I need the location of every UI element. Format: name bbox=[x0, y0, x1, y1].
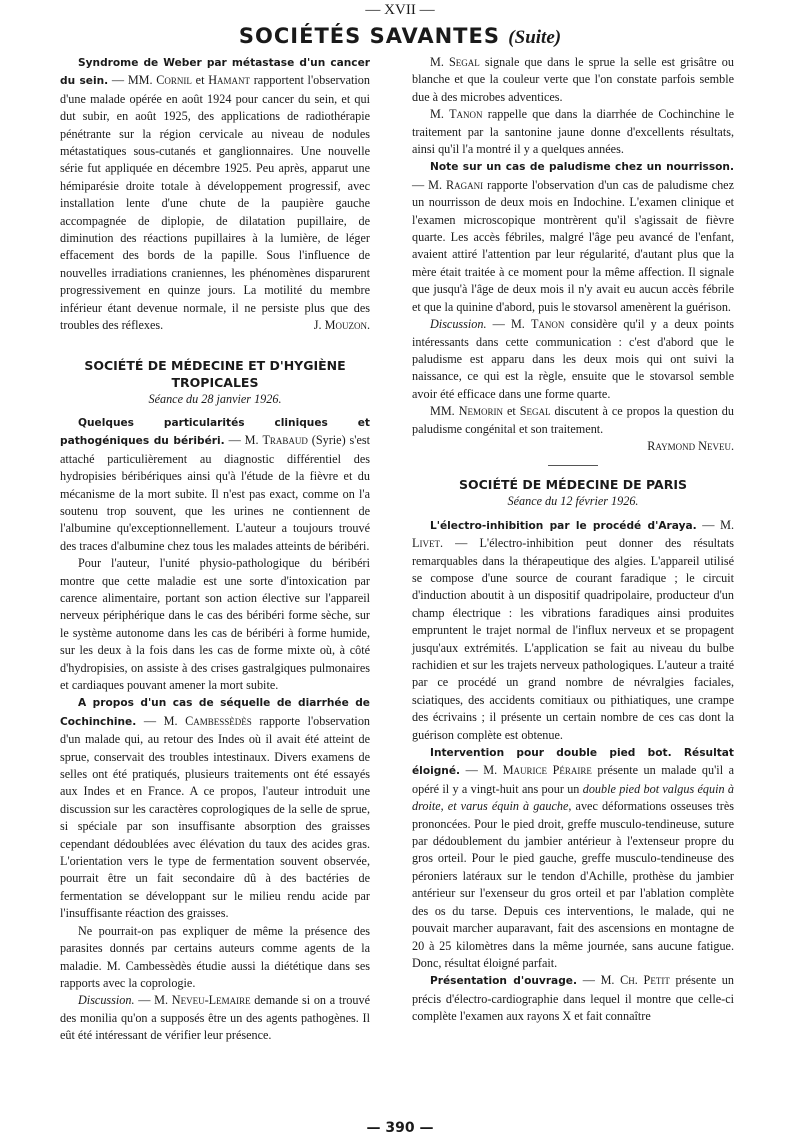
article-pied-bot: Intervention pour double pied bot. Résultat éloigné. — M. Maurice Péraire présente un malade qu'il a opéré il y a vingt-huit ans pour un double pied bot valgus équin à droite, et varus équin à gauche, avec déformations osseuses très prononcées. Pour le pied droit, greffe musculo-tendineuse, suture par dédoublement du jambier antérieur à l'extenseur propre du gros orteil. Pour le pied gauche, greffe musculo-tendineuse des péroniers latéraux sur le tendon d'Achille, prothèse du jambier antérieur sur l'exenseur du gros orteil et par l'ablation complète des os du tarse. Depuis ces interventions, le malade, qui ne pouvait marcher auparavant, fait des ascensions en montagne de 20 à 25 kilomètres dans la même journée, sans aucune fatigue. Donc, résultat éloigné parfait. bbox=[412, 747, 735, 970]
discussion-paragraph: Discussion. — M. Tanon considère qu'il y a deux points intéressants dans cette communication : c'est d'abord que le paludisme est apparu dans les deux mois qui ont suivi la naissance, ce qui est la règle, ensuite que le stovarsol semble avoir été efficace dans une forme quarte. bbox=[412, 317, 734, 401]
discussion-paragraph: Discussion. — M. Neveu-Lemaire demande si on a trouvé des monilia qu'on a supposés être un des agents pathogènes. Il eût été intéressant de vérifier leur présence. bbox=[60, 993, 371, 1043]
paragraph: M. Tanon rappelle que dans la diarrhée de Cochinchine le traitement par la santonine jaune donne d'excellents résultats, ainsi qu'il l'a montré il y a quelques années. bbox=[412, 107, 735, 157]
article-ouvrage: Présentation d'ouvrage. — M. Ch. Petit présente un précis d'électro-cardiographie dans lequel il montre que celle-ci complète l'examen aux rayons X et fait connaître bbox=[412, 973, 734, 1024]
article-title: L'électro-inhibition par le procédé d'Araya. bbox=[430, 519, 697, 532]
page-header bbox=[0, 24, 800, 49]
author-name: Hamant bbox=[208, 73, 251, 88]
article-paludisme: Note sur un cas de paludisme chez un nourrisson. — M. Ragani rapporte l'observation d'un cas de paludisme chez un nourrisson de deux mois en Indochine. L'examen clinique et l'examen microscopique montrèrent qu'il s'agissait de fièvre quarte. Les accès fébriles, malgré l'âge peu avancé de l'enfant, avaient attiré l'attention par leur régularité, d'autant plus que la mère était traitée à ce moment pour la même affection. Il signale que jusqu'à l'âge de deux mois il n'y avait eu aucun accès fébrile et que la quinine d'abord, puis le stovarsol amenèrent la guérison. bbox=[412, 161, 734, 314]
paragraph: Pour l'auteur, l'unité physio-pathologique du béribéri montre que cette maladie est une sorte d'intoxication par carence alimentaire, portant son action élective sur l'appareil nerveux périphérique dans le cas des béribéri forme sèche, sur le système autonome dans les cas de béribéri à forme humide, sur les deux à la fois dans les cas de forme mixte où, à côté d'hydropisies, on assiste à des crises gastralgiques pulmonaires et cardiaques pouvant amener la mort subite. bbox=[60, 556, 370, 692]
author-name: Segal bbox=[519, 404, 551, 419]
paragraph: Ne pourrait-on pas expliquer de même la présence des parasites donnés par certains auteurs comme agents de la maladie. M. Cambessèdès étudie aussi la diététique dans ses rapports avec la coprologie. bbox=[60, 923, 370, 990]
section-divider bbox=[548, 465, 598, 466]
header-title: SOCIÉTÉS SAVANTES bbox=[238, 24, 500, 48]
author-name: Livet bbox=[412, 536, 440, 551]
author-name: Tanon bbox=[530, 317, 565, 332]
right-column bbox=[412, 54, 734, 1026]
roman-page-number: — XVII — bbox=[365, 2, 435, 18]
article-weber: Syndrome de Weber par métastase d'un cancer du sein. — MM. Cornil et Hamant rapportent l'observation d'une malade opérée en août 1924 pour cancer du sein, et qui dut subir, en août 1925, des applications de radiothérapie pénétrante sur la région cervicale au niveau de nodules métastatiques sous-cutanés et ganglionnaires. Une nouvelle série fut appliquée en décembre 1925. Peu après, apparut une hémiparésie droite totale à développement progressif, avec installation lente d'une chute de la paupière gauche accompagnée de diplopie, de dilatation pupillaire, de diminution des réactions pupillaires à la lumière, de léger effacement des bords de la papille. Sous l'influence de nouvelles irradiations craniennes, les phénomènes disparurent progressivement en quinze jours. La motilité du membre inférieur étant devenue normale, il ne persiste plus que des troubles des réflexes. J. Mouzon. bbox=[60, 54, 370, 335]
session-date: Séance du 12 février 1926. bbox=[507, 494, 639, 509]
paragraph: MM. Nemorin et Segal discutent à ce propos la question du paludisme congénital et son traitement. bbox=[412, 404, 734, 436]
article-title: Présentation d'ouvrage. bbox=[430, 975, 577, 988]
author-name: Segal bbox=[449, 55, 480, 69]
author-name: Ragani bbox=[446, 177, 484, 192]
page-number: — 390 — bbox=[366, 1120, 434, 1136]
left-column bbox=[60, 54, 370, 1045]
society-title: SOCIÉTÉ DE MÉDECINE DE PARIS bbox=[459, 477, 687, 493]
article-beriberi: Quelques particularités cliniques et pathogéniques du béribéri. — M. Trabaud (Syrie) s'est attaché particulièrement au diagnostic différentiel des hydropisies béribériques ainsi qu'à l'étude de la fièvre et du mécanisme de la mort subite. Il n'est pas exact, comme on l'a soutenu trop souvent, que les urines ne contiennent de l'albumine qu'exceptionnellement. L'auteur a toujours trouvé des traces d'albumine chez tous les malades atteints de béribéri. bbox=[60, 416, 371, 553]
author-name: Maurice Péraire bbox=[502, 763, 592, 778]
article-title: Intervention pour double pied bot. Résultat éloigné. bbox=[412, 747, 734, 778]
society-title: SOCIÉTÉ DE MÉDECINE ET D'HYGIÈNE TROPICALES bbox=[84, 357, 346, 390]
paragraph: M. Segal signale que dans le sprue la selle est grisâtre ou blanche et que la couleur verte que l'on constate parfois semble due à des microbes adventices. bbox=[412, 55, 734, 104]
article-title: Note sur un cas de paludisme chez un nourrisson. bbox=[430, 161, 734, 174]
author-name: Neveu-Lemaire bbox=[171, 993, 251, 1008]
author-name: Cambessèdès bbox=[185, 713, 252, 728]
article-cochinchine: A propos d'un cas de séquelle de diarrhée de Cochinchine. — M. Cambessèdès rapporte l'observation d'un malade qui, au retour des Indes où il avait été atteint de sprue, conservait des troubles intestinaux. Divers examens de selles ont été pratiqués, plusieurs traitements ont été essayés aux Indes et en France. A ce propos, l'auteur introduit une discussion sur les caractères coprologiques de la selle de sprue, si spéciale par son insuffisante absorption des graisses cependant dédoublées avec élévation du taux des acides gras. L'orientation vers le type de fermentation souvent observée, pourrait être un fait secondaire dû à des bactéries de fermentation se développant sur le milieu rendu acide par l'insuffisante réaction des graisses. bbox=[60, 697, 371, 921]
article-araya: L'électro-inhibition par le procédé d'Araya. — M. Livet. — L'électro-inhibition peut donner des résultats remarquables dans la thérapeutique des algies. L'appareil utilisé se compose d'une source de courant faradique ; le circuit d'induction aboutit à un dispositif quadripolaire, producteur d'un champ électrique : les vibrations faradiques ainsi produites empruntent le trajet normal de l'influx nerveux et se propagent jusqu'aux extrémités. L'application se fait au niveau du bulbe rachidien et sur les trajets nerveux pathologiques. L'auteur a traité par ce procédé un grand nombre de névralgies faciales, sciatiques, des accidents comitiaux ou pithiatiques, une crampe des écrivains ; il présente un certain nombre de ces cas dont la guérison complète est obtenue. bbox=[412, 517, 734, 742]
signature: J. Mouzon. bbox=[313, 318, 370, 333]
header-suite: (Suite) bbox=[508, 27, 562, 48]
author-name: Trabaud bbox=[262, 433, 308, 448]
signature: Raymond Neveu. bbox=[647, 438, 734, 453]
author-name: Nemorin bbox=[458, 404, 504, 419]
article-title: Quelques particularités cliniques et pathogéniques du béribéri. bbox=[60, 416, 370, 448]
italic-phrase: double pied bot valgus équin à droite, et varus équin à gauche bbox=[412, 781, 735, 814]
article-title: A propos d'un cas de séquelle de diarrhée de Cochinchine. bbox=[60, 697, 370, 728]
author-name: Ch. Petit bbox=[620, 973, 670, 988]
article-title: Syndrome de Weber par métastase d'un cancer du sein. bbox=[60, 57, 370, 88]
author-name: Tanon bbox=[449, 107, 483, 122]
session-date: Séance du 28 janvier 1926. bbox=[148, 391, 282, 406]
author-name: Cornil bbox=[156, 73, 192, 88]
